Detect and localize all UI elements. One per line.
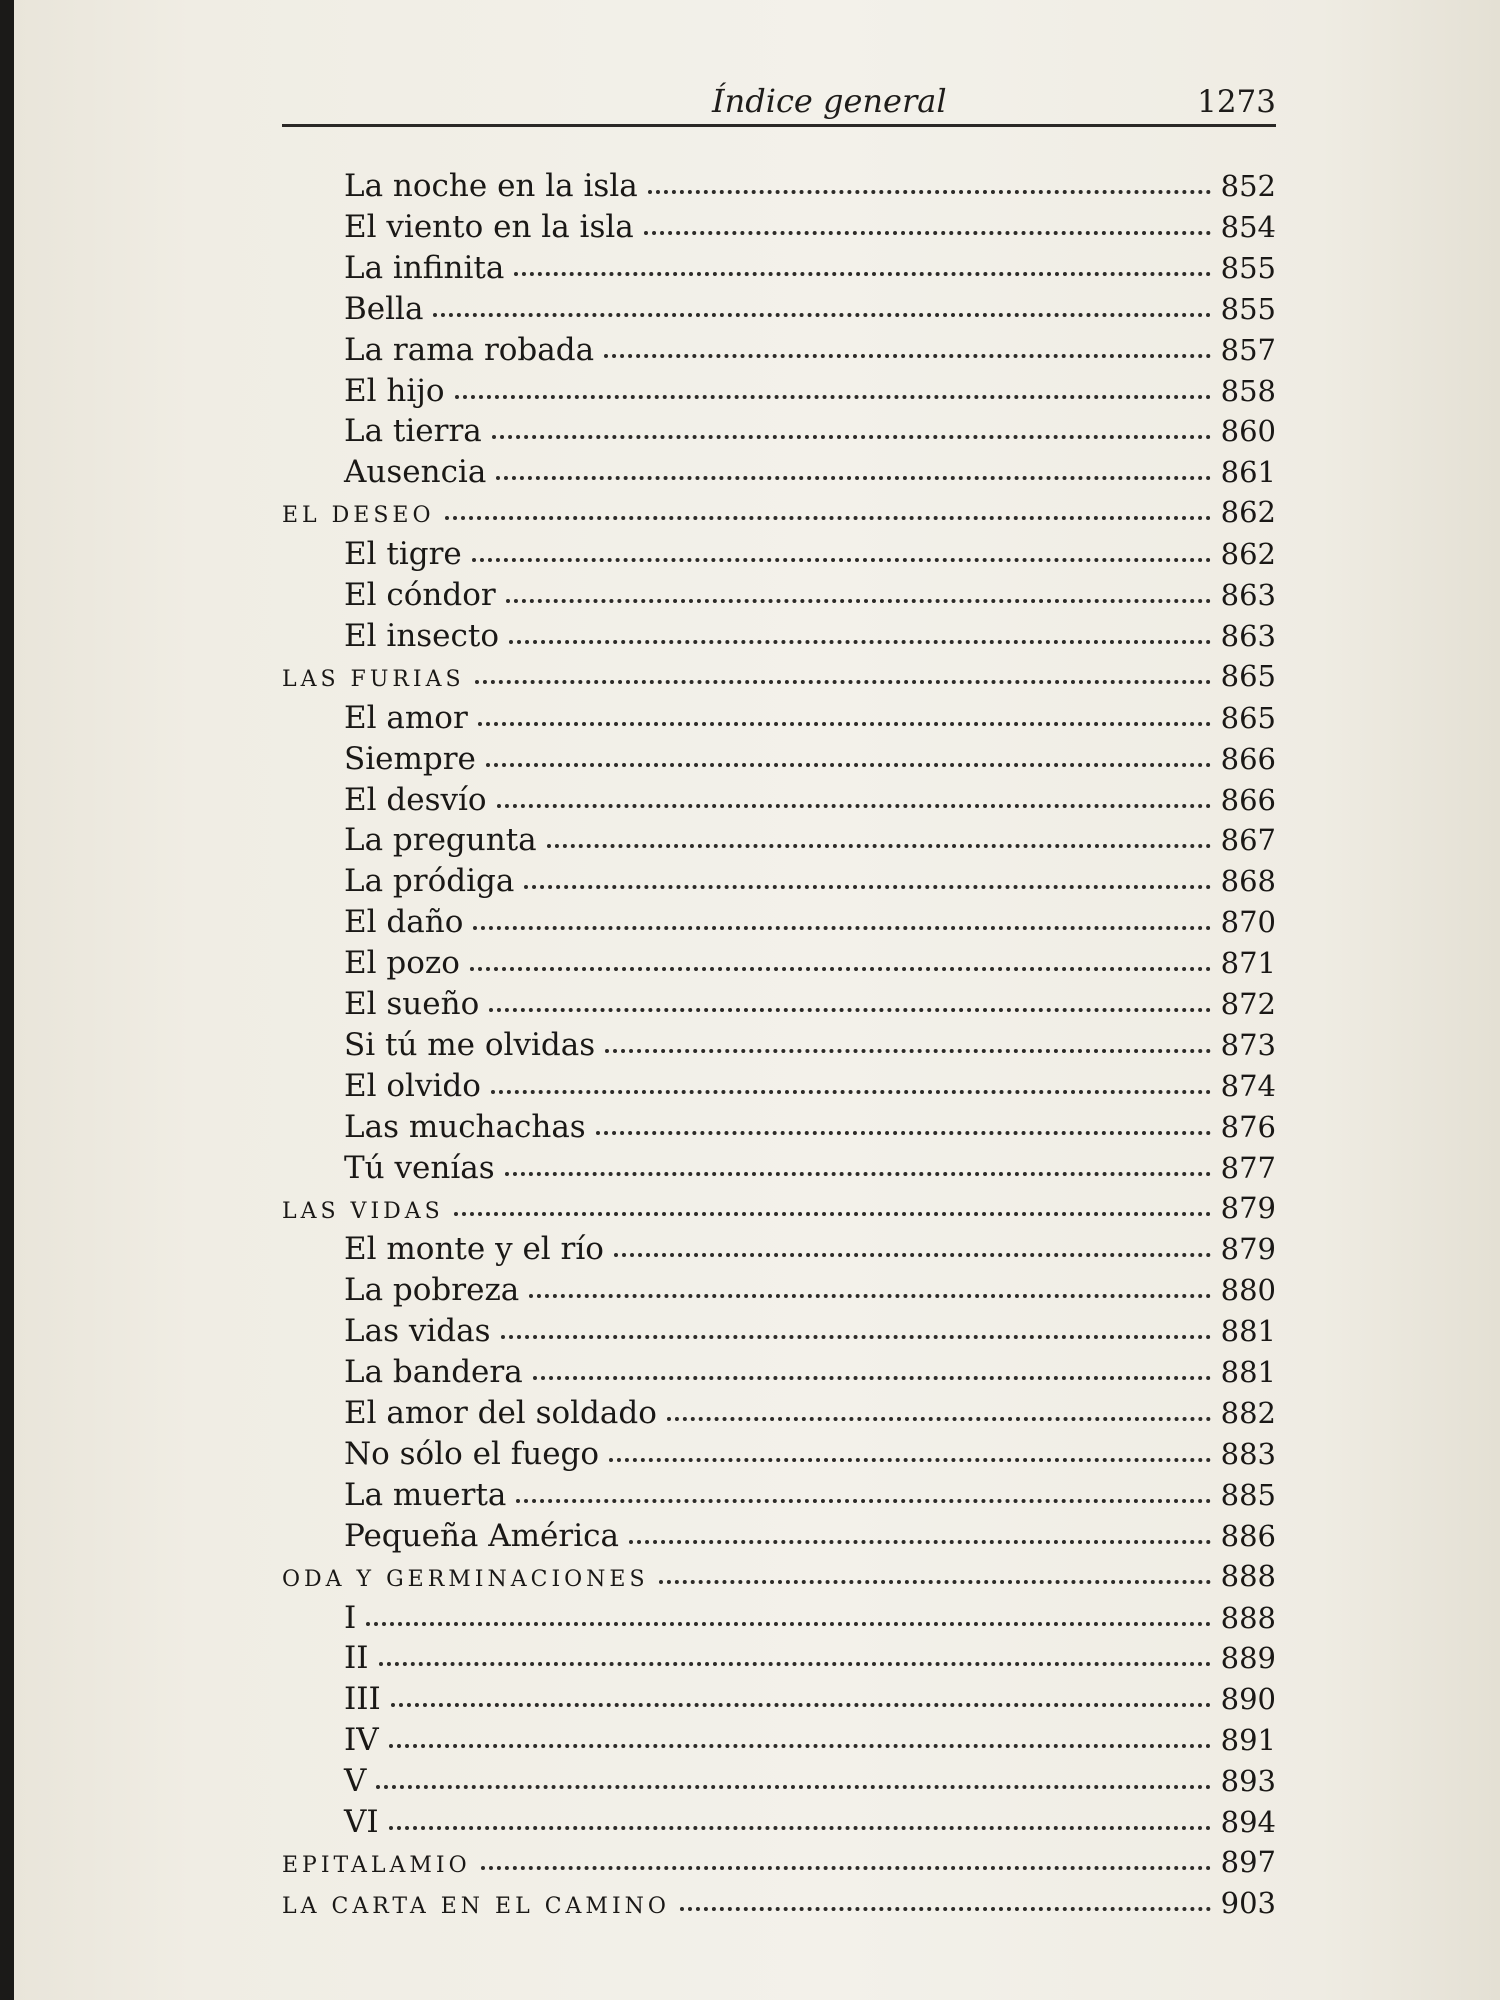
toc-entry-title: Ausencia: [344, 454, 487, 490]
toc-entry-title: IV: [344, 1722, 379, 1758]
dot-leader: [391, 1695, 1211, 1707]
toc-entry-row: [344, 291, 1276, 331]
toc-entry-row: [344, 1477, 1276, 1517]
toc-section-title: LAS FURIAS: [282, 667, 465, 692]
toc-entry-title: La pródiga: [344, 863, 515, 899]
dot-leader: [478, 714, 1211, 726]
dot-leader: [524, 877, 1210, 889]
toc-entry-row: [344, 700, 1276, 740]
dot-leader: [659, 1572, 1211, 1584]
toc-entry-title: El pozo: [344, 945, 460, 981]
dot-leader: [481, 1858, 1211, 1870]
toc-entry-title: No sólo el fuego: [344, 1436, 600, 1472]
dot-leader: [497, 796, 1211, 808]
toc-entry-title: El olvido: [344, 1068, 481, 1104]
toc-page-number: 860: [1220, 414, 1276, 448]
toc-entry-row: [344, 373, 1276, 413]
toc-entry-row: [344, 1600, 1276, 1640]
header-page-number: 1273: [1197, 84, 1276, 120]
toc-page-number: 881: [1220, 1355, 1276, 1389]
dot-leader: [491, 1082, 1211, 1094]
toc-entry-row: [344, 1804, 1276, 1844]
toc-entry-row: [344, 1436, 1276, 1476]
toc-entry-title: El hijo: [344, 373, 445, 409]
dot-leader: [609, 1450, 1211, 1462]
toc-entry-row: [344, 1150, 1276, 1190]
toc-entry-row: [344, 536, 1276, 576]
dot-leader: [473, 918, 1210, 930]
toc-entry-row: [344, 1722, 1276, 1762]
toc-entry-title: El amor: [344, 700, 468, 736]
toc-page-number: 897: [1220, 1845, 1276, 1879]
dot-leader: [389, 1818, 1211, 1830]
toc-page-number: 889: [1220, 1641, 1276, 1675]
toc-page-number: 879: [1220, 1232, 1276, 1266]
toc-section-row: [282, 1886, 1276, 1926]
dot-leader: [455, 387, 1211, 399]
toc-section-title: ODA Y GERMINACIONES: [282, 1567, 649, 1592]
toc-page-number: 890: [1220, 1682, 1276, 1716]
toc-page-number: 903: [1220, 1886, 1276, 1920]
toc-entry-row: [344, 986, 1276, 1026]
toc-page-number: 894: [1220, 1805, 1276, 1839]
toc-entry-title: El daño: [344, 904, 464, 940]
toc-entry-title: Las muchachas: [344, 1109, 586, 1145]
toc-entry-row: [344, 1640, 1276, 1680]
dot-leader: [547, 836, 1211, 848]
toc-page-number: 893: [1220, 1764, 1276, 1798]
toc-entry-row: [344, 1395, 1276, 1435]
toc-page-number: 879: [1220, 1191, 1276, 1225]
toc-entry-row: [344, 577, 1276, 617]
dot-leader: [614, 1245, 1211, 1257]
dot-leader: [667, 1409, 1211, 1421]
toc-page-number: 866: [1220, 783, 1276, 817]
header-title: Índice general: [712, 82, 947, 120]
toc-page-number: 876: [1220, 1110, 1276, 1144]
toc-entry-row: [344, 863, 1276, 903]
toc-entry-row: [344, 822, 1276, 862]
toc-page-number: 855: [1220, 292, 1276, 326]
toc-entry-title: La noche en la isla: [344, 168, 638, 204]
dot-leader: [604, 346, 1211, 358]
toc-page-number: 854: [1220, 210, 1276, 244]
dot-leader: [454, 1204, 1211, 1216]
toc-page-number: 862: [1220, 495, 1276, 529]
toc-page-number: 871: [1220, 946, 1276, 980]
toc-page-number: 865: [1220, 659, 1276, 693]
toc-entry-row: [344, 1068, 1276, 1108]
dot-leader: [496, 468, 1210, 480]
toc-page-number: 855: [1220, 251, 1276, 285]
toc-entry-title: El sueño: [344, 986, 480, 1022]
toc-entry-row: [344, 1272, 1276, 1312]
table-of-contents: [14, 0, 1500, 2000]
toc-entry-title: La pregunta: [344, 822, 537, 858]
dot-leader: [514, 264, 1210, 276]
toc-entry-row: [344, 1518, 1276, 1558]
toc-entry-row: [344, 904, 1276, 944]
toc-section-row: [282, 495, 1276, 535]
toc-entry-title: La bandera: [344, 1354, 523, 1390]
toc-page-number: 868: [1220, 864, 1276, 898]
dot-leader: [376, 1777, 1210, 1789]
toc-entry-row: [344, 1027, 1276, 1067]
toc-page-number: 861: [1220, 455, 1276, 489]
toc-section-row: [282, 1559, 1276, 1599]
toc-section-title: LAS VIDAS: [282, 1199, 444, 1224]
toc-entry-row: [344, 618, 1276, 658]
dot-leader: [489, 1000, 1210, 1012]
toc-entry-row: [344, 209, 1276, 249]
toc-entry-row: [344, 1354, 1276, 1394]
toc-entry-title: VI: [344, 1804, 379, 1840]
toc-entry-title: El amor del soldado: [344, 1395, 657, 1431]
toc-page-number: 880: [1220, 1273, 1276, 1307]
toc-entry-title: Las vidas: [344, 1313, 491, 1349]
toc-page-number: 867: [1220, 823, 1276, 857]
dot-leader: [644, 223, 1211, 235]
toc-page-number: 873: [1220, 1028, 1276, 1062]
toc-entry-title: Tú venías: [344, 1150, 495, 1186]
dot-leader: [516, 1491, 1210, 1503]
dot-leader: [533, 1368, 1211, 1380]
toc-page-number: 888: [1220, 1601, 1276, 1635]
dot-leader: [472, 550, 1211, 562]
dot-leader: [605, 1041, 1211, 1053]
toc-entry-title: II: [344, 1640, 369, 1676]
dot-leader: [470, 959, 1211, 971]
toc-entry-title: El monte y el río: [344, 1231, 604, 1267]
toc-entry-title: El tigre: [344, 536, 462, 572]
toc-entry-title: Pequeña América: [344, 1518, 619, 1554]
toc-page-number: 888: [1220, 1559, 1276, 1593]
dot-leader: [486, 755, 1211, 767]
toc-page-number: 891: [1220, 1723, 1276, 1757]
toc-section-title: LA CARTA EN EL CAMINO: [282, 1894, 670, 1919]
toc-entry-row: [344, 1681, 1276, 1721]
toc-entry-title: La tierra: [344, 413, 482, 449]
toc-entry-title: Si tú me olvidas: [344, 1027, 596, 1063]
toc-page-number: 882: [1220, 1396, 1276, 1430]
toc-page-number: 858: [1220, 374, 1276, 408]
toc-section-row: [282, 1191, 1276, 1231]
toc-entry-title: III: [344, 1681, 381, 1717]
toc-page-number: 877: [1220, 1151, 1276, 1185]
dot-leader: [501, 1327, 1211, 1339]
toc-entry-row: [344, 168, 1276, 208]
toc-entry-title: La muerta: [344, 1477, 507, 1513]
toc-entry-title: El desvío: [344, 782, 487, 818]
dot-leader: [379, 1654, 1211, 1666]
dot-leader: [596, 1123, 1211, 1135]
toc-entry-row: [344, 1763, 1276, 1803]
toc-section-row: [282, 659, 1276, 699]
toc-entry-row: [344, 332, 1276, 372]
dot-leader: [680, 1899, 1211, 1911]
toc-entry-title: I: [344, 1600, 357, 1636]
toc-entry-title: V: [344, 1763, 367, 1799]
toc-page-number: 874: [1220, 1069, 1276, 1103]
dot-leader: [492, 427, 1211, 439]
toc-section-title: EL DESEO: [282, 503, 435, 528]
toc-page-number: 865: [1220, 701, 1276, 735]
toc-entry-row: [344, 250, 1276, 290]
toc-entry-row: [344, 741, 1276, 781]
toc-entry-title: El cóndor: [344, 577, 496, 613]
toc-page-number: 870: [1220, 905, 1276, 939]
toc-entry-title: El insecto: [344, 618, 500, 654]
toc-entry-row: [344, 413, 1276, 453]
toc-page-number: 872: [1220, 987, 1276, 1021]
toc-page-number: 862: [1220, 537, 1276, 571]
toc-entry-title: La rama robada: [344, 332, 595, 368]
toc-section-title: EPITALAMIO: [282, 1853, 471, 1878]
toc-entry-title: La pobreza: [344, 1272, 520, 1308]
dot-leader: [445, 508, 1211, 520]
toc-entry-row: [344, 1313, 1276, 1353]
toc-entry-title: Siempre: [344, 741, 476, 777]
toc-section-row: [282, 1845, 1276, 1885]
dot-leader: [389, 1736, 1211, 1748]
toc-entry-row: [344, 945, 1276, 985]
toc-page-number: 863: [1220, 619, 1276, 653]
toc-page-number: 881: [1220, 1314, 1276, 1348]
dot-leader: [506, 591, 1211, 603]
dot-leader: [629, 1532, 1211, 1544]
toc-entry-row: [344, 782, 1276, 822]
dot-leader: [475, 672, 1211, 684]
book-page: [14, 0, 1500, 2000]
toc-page-number: 866: [1220, 742, 1276, 776]
toc-page-number: 852: [1220, 169, 1276, 203]
toc-page-number: 863: [1220, 578, 1276, 612]
toc-entry-title: Bella: [344, 291, 424, 327]
dot-leader: [366, 1614, 1210, 1626]
toc-entry-row: [344, 1109, 1276, 1149]
toc-page-number: 885: [1220, 1478, 1276, 1512]
toc-page-number: 883: [1220, 1437, 1276, 1471]
toc-entry-row: [344, 454, 1276, 494]
dot-leader: [648, 182, 1211, 194]
toc-entry-row: [344, 1231, 1276, 1271]
dot-leader: [505, 1164, 1211, 1176]
toc-page-number: 857: [1220, 333, 1276, 367]
dot-leader: [529, 1286, 1210, 1298]
toc-entry-title: El viento en la isla: [344, 209, 634, 245]
toc-entry-title: La infinita: [344, 250, 505, 286]
dot-leader: [509, 632, 1211, 644]
dot-leader: [433, 305, 1210, 317]
toc-page-number: 886: [1220, 1519, 1276, 1553]
